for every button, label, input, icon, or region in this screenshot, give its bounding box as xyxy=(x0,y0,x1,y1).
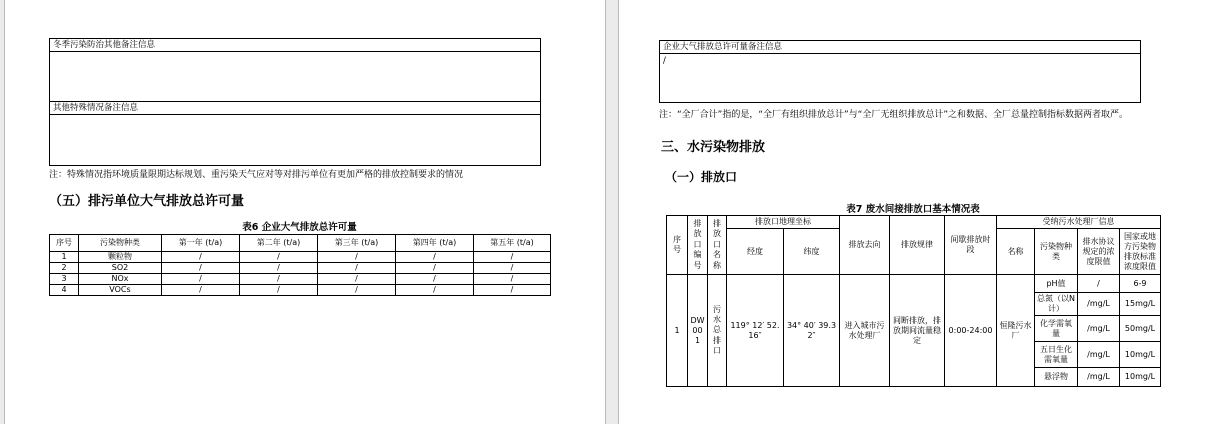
special-situation-footnote: 注：特殊情况指环境质量限期达标规划、重污染天气应对等对排污单位有更加严格的排放控制要求的情况 xyxy=(49,170,464,180)
pollutant-standard-limit: 10mg/L xyxy=(1120,342,1161,368)
table-cell: 1 xyxy=(50,252,79,263)
table6-header-pollutant: 污染物种类 xyxy=(79,235,162,252)
table-cell: / xyxy=(474,263,551,274)
table7-header-plant-name: 名称 xyxy=(997,229,1035,275)
outlet-latitude: 34° 40′ 39.32″ xyxy=(784,275,840,387)
table7-header-outlet-name: 排放口名称 xyxy=(708,216,727,275)
table-row xyxy=(50,252,551,263)
table6-header-year2: 第二年 (t/a) xyxy=(240,235,318,252)
winter-pollution-remarks-box xyxy=(49,38,541,102)
pollutant-standard-limit: 50mg/L xyxy=(1120,316,1161,342)
table-cell: 2 xyxy=(50,263,79,274)
table-cell: / xyxy=(162,285,240,296)
table7-header-standard-limit: 国家或地方污染物排放标准浓度限值 xyxy=(1120,229,1161,275)
table-cell: / xyxy=(240,274,318,285)
table-row xyxy=(50,274,551,285)
pollutant-agreement-limit: /mg/L xyxy=(1078,316,1120,342)
table7-data-row xyxy=(667,275,1161,293)
pollutant-name: 五日生化需氧量 xyxy=(1035,342,1078,368)
table-cell: VOCs xyxy=(79,285,162,296)
table-cell: / xyxy=(240,263,318,274)
table-cell: / xyxy=(318,274,396,285)
table6-header-year4: 第四年 (t/a) xyxy=(396,235,474,252)
outlet-seq: 1 xyxy=(667,275,688,387)
pollutant-agreement-limit: /mg/L xyxy=(1078,342,1120,368)
table-cell: / xyxy=(240,252,318,263)
table6-header-row xyxy=(50,235,551,252)
table7-header-outlet-code: 排放口编号 xyxy=(688,216,708,275)
page-right xyxy=(618,0,1222,424)
pollutant-name: 悬浮物 xyxy=(1035,368,1078,387)
table7-header-plant-group: 受纳污水处理厂信息 xyxy=(997,216,1161,229)
table7-header-destination: 排放去向 xyxy=(840,216,890,275)
table6-body xyxy=(50,252,551,296)
pollutant-name: 总氮（以N计） xyxy=(1035,293,1078,316)
plant-total-footnote: 注：“全厂合计”指的是，“全厂有组织排放总计”与“全厂无组织排放总计”之和数据、全厂总量控制指标数据两者取严。 xyxy=(659,110,1128,120)
pollutant-name: pH值 xyxy=(1035,275,1078,293)
table7-header-pattern: 排放规律 xyxy=(890,216,945,275)
table-cell: / xyxy=(318,252,396,263)
table-cell: / xyxy=(396,285,474,296)
air-permit-remarks-box xyxy=(659,40,1141,103)
winter-pollution-remarks-label: 冬季污染防治其他备注信息 xyxy=(50,39,540,52)
outlet-destination: 进入城市污水处理厂 xyxy=(840,275,890,387)
outlet-longitude: 119° 12′ 52.16″ xyxy=(727,275,784,387)
table6-header-year5: 第五年 (t/a) xyxy=(474,235,551,252)
pollutant-agreement-limit: /mg/L xyxy=(1078,293,1120,316)
table7-header-latitude: 纬度 xyxy=(784,229,840,275)
table7-header-agreement-limit: 排水协议规定的浓度限值 xyxy=(1078,229,1120,275)
other-special-remarks-label: 其他特殊情况备注信息 xyxy=(50,102,540,115)
table6-air-total-permit xyxy=(49,234,551,296)
table-cell: / xyxy=(474,252,551,263)
table6-header-year1: 第一年 (t/a) xyxy=(162,235,240,252)
table-cell: 4 xyxy=(50,285,79,296)
table7-header-intermittent-period: 间歇排放时段 xyxy=(945,216,997,275)
pollutant-name: 化学需氧量 xyxy=(1035,316,1078,342)
pollutant-agreement-limit: / xyxy=(1078,275,1120,293)
pollutant-standard-limit: 10mg/L xyxy=(1120,368,1161,387)
air-permit-remarks-content: / xyxy=(663,56,666,66)
pollutant-standard-limit: 6-9 xyxy=(1120,275,1161,293)
section-heading-air-total-permit: （五）排污单位大气排放总许可量 xyxy=(49,194,245,209)
table-cell: / xyxy=(162,274,240,285)
table7-wastewater-outlets xyxy=(666,215,1161,387)
table7-header-pollutant-type: 污染物种类 xyxy=(1035,229,1078,275)
table-cell: / xyxy=(396,263,474,274)
page-left xyxy=(4,0,606,424)
pollutant-agreement-limit: /mg/L xyxy=(1078,368,1120,387)
table7-header-row-1 xyxy=(667,216,1161,229)
table7-title: 表7 废水间接排放口基本情况表 xyxy=(846,204,980,215)
table-cell: / xyxy=(240,285,318,296)
table-row xyxy=(50,285,551,296)
outlet-pattern: 间断排放，排放期间流量稳定 xyxy=(890,275,945,387)
other-special-remarks-box xyxy=(49,101,541,166)
table6-header-year3: 第三年 (t/a) xyxy=(318,235,396,252)
outlet-code: DW001 xyxy=(688,275,708,387)
table-cell: SO2 xyxy=(79,263,162,274)
table-cell: NOx xyxy=(79,274,162,285)
pollutant-standard-limit: 15mg/L xyxy=(1120,293,1161,316)
other-special-remarks-content xyxy=(50,115,540,117)
table7-header-seq: 序号 xyxy=(667,216,688,275)
receiving-plant-name: 恒隆污水厂 xyxy=(997,275,1035,387)
section-heading-water-pollutants: 三、水污染物排放 xyxy=(661,140,766,155)
outlet-name: 污水总排口 xyxy=(708,275,727,387)
table7-header-longitude: 经度 xyxy=(727,229,784,275)
outlet-intermittent-period: 0:00-24:00 xyxy=(945,275,997,387)
table-row xyxy=(50,263,551,274)
table6-title: 表6 企业大气排放总许可量 xyxy=(242,222,357,233)
table-cell: / xyxy=(162,263,240,274)
table-cell: / xyxy=(396,252,474,263)
air-permit-remarks-label: 企业大气排放总许可量备注信息 xyxy=(660,41,1140,54)
table-cell: / xyxy=(318,285,396,296)
table-cell: / xyxy=(474,285,551,296)
winter-pollution-remarks-content xyxy=(50,52,540,54)
table-cell: / xyxy=(162,252,240,263)
table6-header-seq: 序号 xyxy=(50,235,79,252)
table-cell: / xyxy=(396,274,474,285)
table7-header-coords-group: 排放口地理坐标 xyxy=(727,216,840,229)
sub-heading-outlets: （一）排放口 xyxy=(665,170,738,184)
table-cell: 3 xyxy=(50,274,79,285)
table-cell: 颗粒物 xyxy=(79,252,162,263)
table-cell: / xyxy=(318,263,396,274)
table-cell: / xyxy=(474,274,551,285)
